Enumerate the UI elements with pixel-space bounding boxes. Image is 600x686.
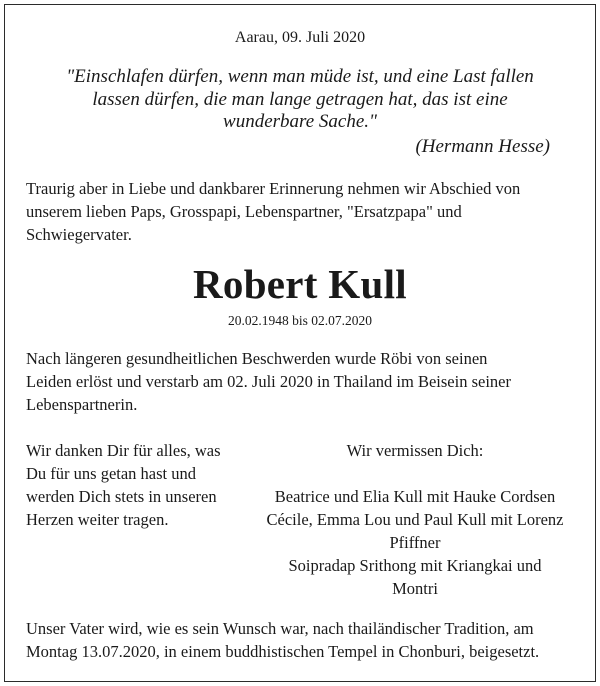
quote-author: (Hermann Hesse)	[415, 136, 550, 157]
intro-line: Traurig aber in Liebe und dankbarer Erinnerung nehmen wir Abschied von	[26, 179, 521, 198]
thanks-line: Du für uns getan hast und	[26, 464, 197, 483]
quote-line: "Einschlafen dürfen, wenn man müde ist, und eine Last fallen	[66, 66, 534, 87]
mourner-line: Montri	[392, 579, 438, 598]
intro-line: unserem lieben Paps, Grosspapi, Lebenspartner, "Ersatzpapa" und	[26, 202, 462, 221]
quote	[28, 66, 572, 134]
paragraph-line: Nach längeren gesundheitlichen Beschwerden wurde Röbi von seinen	[26, 349, 488, 368]
place-date: Aarau, 09. Juli 2020	[234, 29, 366, 46]
closing-line: Montag 13.07.2020, in einem buddhistischen Tempel in Chonburi, beigesetzt.	[26, 642, 540, 661]
death-paragraph	[26, 347, 574, 416]
thanks-text	[26, 439, 246, 531]
quote-line: wunderbare Sache."	[223, 111, 377, 132]
burial-note	[26, 617, 574, 663]
thanks-line: werden Dich stets in unseren	[26, 487, 217, 506]
closing-line: Unser Vater wird, wie es sein Wunsch war, nach thailändischer Tradition, am	[26, 619, 534, 638]
mourner-line: Soipradap Srithong mit Kriangkai und	[288, 556, 542, 575]
intro-text	[26, 177, 574, 246]
thanks-line: Wir danken Dir für alles, was	[26, 441, 221, 460]
quote-line: lassen dürfen, die man lange getragen hat, das ist eine	[92, 88, 508, 110]
paragraph-line: Lebenspartnerin.	[26, 395, 138, 414]
mourners-list	[256, 439, 574, 600]
mourner-line: Pfiffner	[389, 533, 441, 552]
deceased-name: Robert Kull	[193, 261, 407, 307]
mourners-heading: Wir vermissen Dich:	[346, 441, 484, 460]
mourner-line: Beatrice und Elia Kull mit Hauke Cordsen	[274, 487, 556, 506]
mourner-line: Cécile, Emma Lou und Paul Kull mit Lorenz	[266, 510, 564, 529]
paragraph-line: Leiden erlöst und verstarb am 02. Juli 2020 in Thailand im Beisein seiner	[26, 372, 511, 391]
thanks-line: Herzen weiter tragen.	[26, 510, 169, 529]
life-dates: 20.02.1948 bis 02.07.2020	[227, 313, 372, 328]
intro-line: Schwiegervater.	[26, 225, 132, 244]
